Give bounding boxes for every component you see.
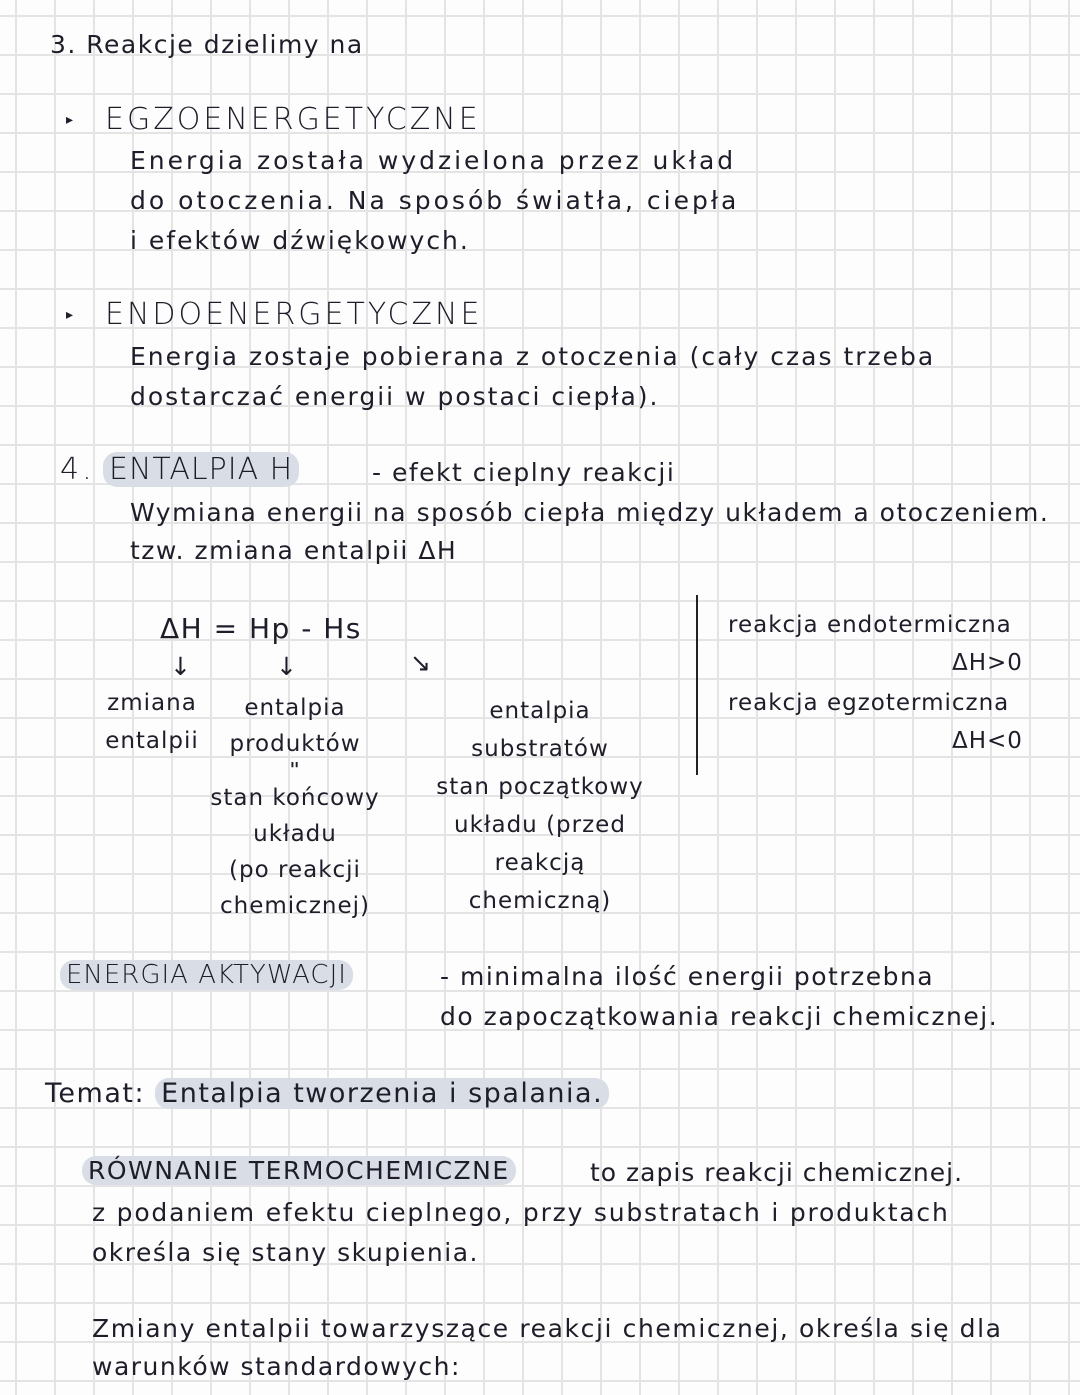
col-line: chemiczną) [468,888,612,914]
exothermic-value: ΔH<0 [952,728,1023,754]
bullet-icon: ▸ [66,307,74,323]
col-line: chemicznej) [220,893,370,919]
col-line: zmiana [107,690,197,716]
divider-line [696,595,698,775]
activation-line: - minimalna ilość energii potrzebna [440,962,935,991]
arrow-down-icon: ↓ [276,652,299,681]
endo-line: Energia zostaje pobierana z otoczenia (cały czas trzeba [130,342,936,371]
arrow-diagonal-icon: ↘ [410,648,433,677]
exothermic-label: reakcja egzotermiczna [728,690,1010,716]
enthalpy-heading: ENTALPIA H [103,452,299,487]
endo-heading: ENDOENERGETYCZNE [105,297,483,332]
activation-heading: ENERGIA AKTYWACJI [60,960,353,990]
exo-line: do otoczenia. Na sposób światła, ciepła [130,186,740,215]
col-line: entalpia [244,695,346,721]
endo-line: dostarczać energii w postaci ciepła). [130,382,660,411]
endothermic-value: ΔH>0 [952,650,1023,676]
bullet-icon: ▸ [66,112,74,128]
col-line: stan końcowy [210,785,380,811]
col-line: substratów [471,736,609,762]
col-substrates [436,692,643,920]
thermo-heading: RÓWNANIE TERMOCHEMICZNE [82,1156,516,1185]
col-line: entalpia [489,698,591,724]
enthalpy-formula: ΔH = Hp - Hs [160,612,362,645]
col-line: stan początkowy [436,774,644,800]
topic-label: Temat: [45,1078,146,1109]
section-4-number: 4. [60,452,95,487]
exo-line: i efektów dźwiękowych. [130,226,470,255]
endothermic-label: reakcja endotermiczna [728,612,1012,638]
topic-text: Entalpia tworzenia i spalania. [155,1078,609,1109]
col-line: (po reakcji [229,857,361,883]
col-line: entalpii [105,727,199,754]
col-delta-h [105,690,199,755]
exo-heading: EGZOENERGETYCZNE [105,102,481,137]
thermo-line: z podaniem efektu cieplnego, przy substratach i produktach [92,1198,950,1227]
standard-line: Zmiany entalpii towarzyszące reakcji chemicznej, określa się dla [92,1314,1003,1343]
arrow-down-icon: ↓ [170,652,193,681]
col-line: " [289,762,301,780]
thermo-line: to zapis reakcji chemicznej. [590,1158,964,1187]
activation-line: do zapoczątkowania reakcji chemicznej. [440,1002,999,1031]
topic [45,1078,609,1110]
exo-line: Energia została wydzielona przez układ [130,146,737,175]
col-line: układu [253,821,337,847]
enthalpy-line: Wymiana energii na sposób ciepła między układem a otoczeniem. [130,498,1050,527]
col-line: układu (przed [454,812,626,838]
thermo-line: określa się stany skupienia. [92,1238,479,1267]
col-line: produktów [229,731,361,757]
enthalpy-subtitle: - efekt cieplny reakcji [372,458,676,487]
standard-line: warunków standardowych: [92,1352,461,1381]
enthalpy-line: tzw. zmiana entalpii ΔH [130,536,458,565]
col-products [210,690,379,924]
section-3-title: 3. Reakcje dzielimy na [50,30,364,59]
col-line: reakcją [494,850,586,876]
